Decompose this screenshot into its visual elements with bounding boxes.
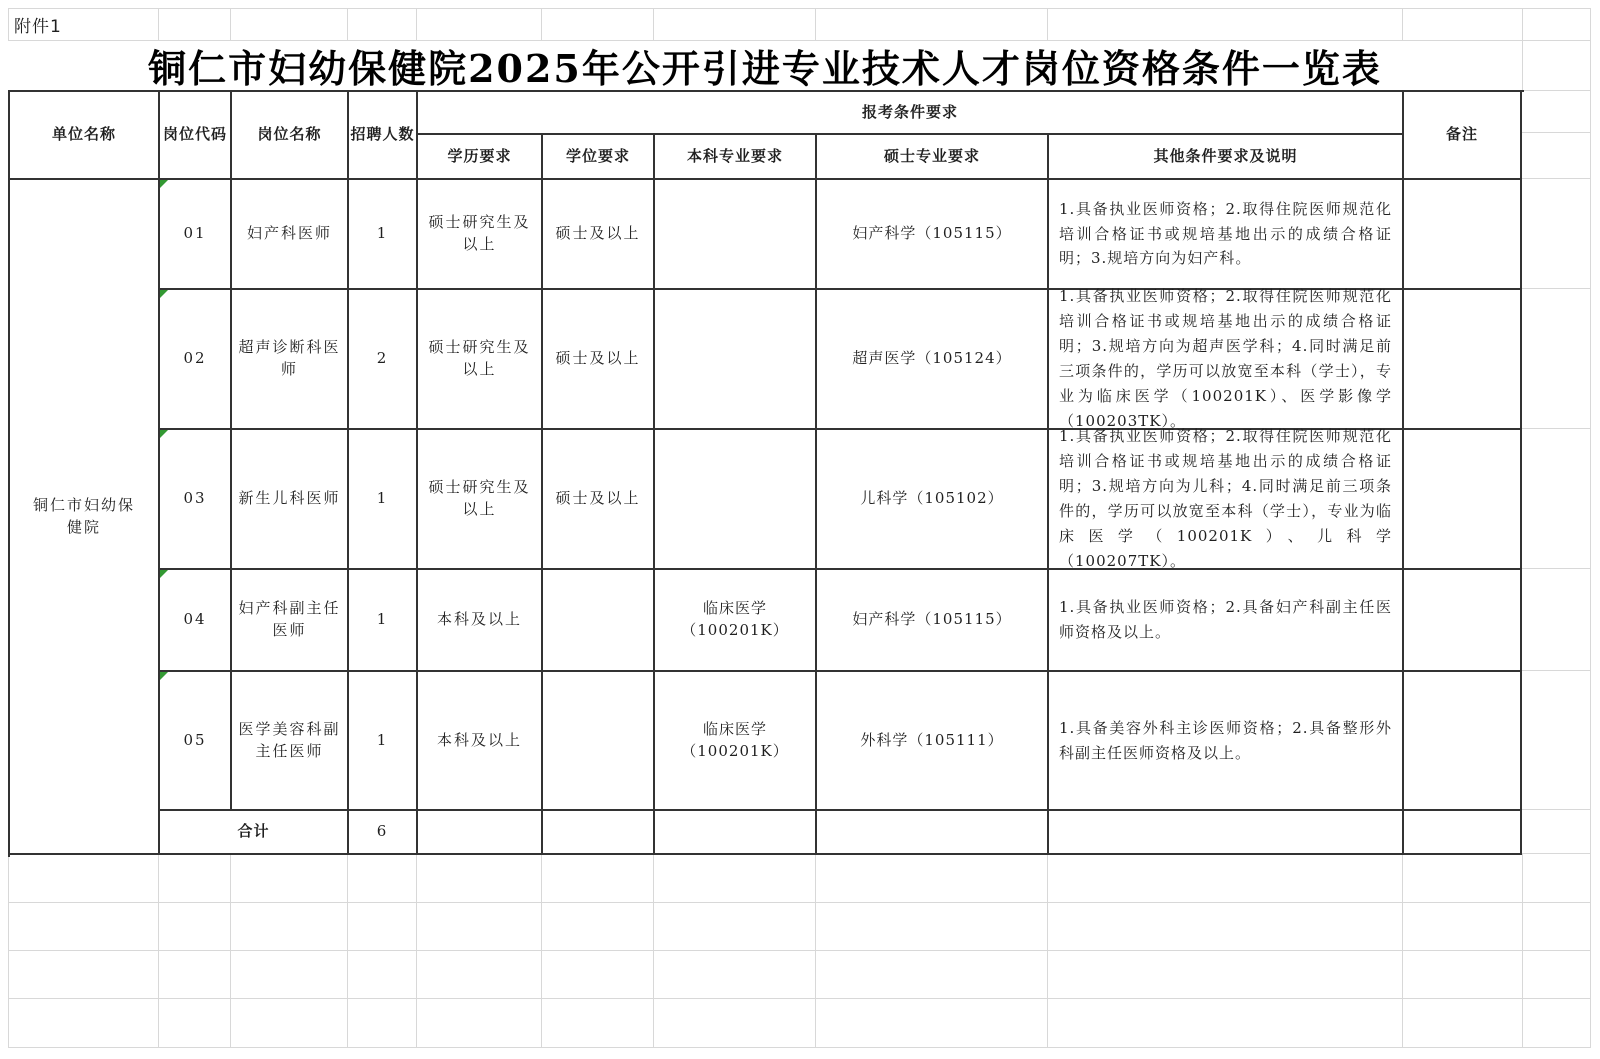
header-name: 岗位名称 xyxy=(232,92,349,180)
row2-remark-cell xyxy=(1404,290,1522,430)
header-other-conditions: 其他条件要求及说明 xyxy=(1049,135,1404,180)
unit-name-cell: 铜仁市妇幼保健院 xyxy=(10,180,160,855)
row3-education-cell: 硕士研究生及以上 xyxy=(418,430,543,570)
attachment-label: 附件1 xyxy=(14,16,62,37)
row5-count-cell: 1 xyxy=(349,672,418,811)
row1-degree-cell: 硕士及以上 xyxy=(543,180,655,290)
gridline xyxy=(1522,40,1523,90)
row2-master-cell: 超声医学（105124） xyxy=(817,290,1049,430)
gridline xyxy=(1047,8,1048,40)
total-count-cell: 6 xyxy=(349,811,418,855)
row2-degree-cell: 硕士及以上 xyxy=(543,290,655,430)
row2-other-cell: 1.具备执业医师资格；2.取得住院医师规范化培训合格证书或规培基地出示的成绩合格证明；3.规培方向为超声医学科；4.同时满足前三项条件的，学历可以放宽至本科（学士），专业为临床医学（100201K）、医学影像学（100203TK）。 xyxy=(1049,290,1404,430)
total-master-cell xyxy=(817,811,1049,855)
total-other-cell xyxy=(1049,811,1404,855)
row3-degree-cell: 硕士及以上 xyxy=(543,430,655,570)
gridline xyxy=(347,8,348,40)
row2-count-cell: 2 xyxy=(349,290,418,430)
row5-name-cell: 医学美容科副主任医师 xyxy=(232,672,349,811)
row1-master-cell: 妇产科学（105115） xyxy=(817,180,1049,290)
gridline xyxy=(1590,90,1591,853)
gridline xyxy=(230,8,231,40)
gridline xyxy=(8,8,9,40)
row5-code-cell: 05 xyxy=(160,672,232,811)
row3-remark-cell xyxy=(1404,430,1522,570)
error-triangle-icon xyxy=(160,570,168,578)
error-triangle-icon xyxy=(160,672,168,680)
gridline xyxy=(815,8,816,40)
row5-bachelor-cell: 临床医学（100201K） xyxy=(655,672,817,811)
gridline xyxy=(1590,8,1591,40)
gridline xyxy=(653,8,654,40)
gridline xyxy=(8,950,1591,951)
row4-count-cell: 1 xyxy=(349,570,418,672)
row5-master-cell: 外科学（105111） xyxy=(817,672,1049,811)
gridline xyxy=(1522,809,1591,810)
gridline xyxy=(8,998,1591,999)
total-label-cell: 合计 xyxy=(160,811,349,855)
row4-bachelor-cell: 临床医学（100201K） xyxy=(655,570,817,672)
row5-degree-cell xyxy=(543,672,655,811)
sheet-title: 铜仁市妇幼保健院2025年公开引进专业技术人才岗位资格条件一览表 xyxy=(148,45,1382,91)
header-degree: 学位要求 xyxy=(543,135,655,180)
row4-education-cell: 本科及以上 xyxy=(418,570,543,672)
row1-code-cell: 01 xyxy=(160,180,232,290)
row2-bachelor-cell xyxy=(655,290,817,430)
positions-table xyxy=(8,90,1524,857)
row3-other-cell: 1.具备执业医师资格；2.取得住院医师规范化培训合格证书或规培基地出示的成绩合格证明；3.规培方向为儿科；4.同时满足前三项条件的，学历可以放宽至本科（学士），专业为临床医学（100201K）、儿科学（100207TK）。 xyxy=(1049,430,1404,570)
error-triangle-icon xyxy=(160,180,168,188)
row2-name-cell: 超声诊断科医师 xyxy=(232,290,349,430)
total-remark-cell xyxy=(1404,811,1522,855)
row5-remark-cell xyxy=(1404,672,1522,811)
gridline xyxy=(1522,132,1591,133)
gridline xyxy=(1522,288,1591,289)
row3-bachelor-cell xyxy=(655,430,817,570)
gridline xyxy=(1522,853,1591,854)
gridline xyxy=(1590,40,1591,90)
gridline xyxy=(416,8,417,40)
row5-education-cell: 本科及以上 xyxy=(418,672,543,811)
header-education: 学历要求 xyxy=(418,135,543,180)
row3-code-cell: 03 xyxy=(160,430,232,570)
row2-education-cell: 硕士研究生及以上 xyxy=(418,290,543,430)
gridline xyxy=(1402,8,1403,40)
gridline xyxy=(8,40,1591,41)
row1-education-cell: 硕士研究生及以上 xyxy=(418,180,543,290)
gridline xyxy=(158,8,159,40)
row1-count-cell: 1 xyxy=(349,180,418,290)
gridline xyxy=(8,902,1591,903)
error-triangle-icon xyxy=(160,430,168,438)
row4-remark-cell xyxy=(1404,570,1522,672)
gridline xyxy=(1522,8,1523,40)
total-degree-cell xyxy=(543,811,655,855)
header-master-major: 硕士专业要求 xyxy=(817,135,1049,180)
row3-name-cell: 新生儿科医师 xyxy=(232,430,349,570)
row4-master-cell: 妇产科学（105115） xyxy=(817,570,1049,672)
gridline xyxy=(1522,568,1591,569)
gridline xyxy=(1522,178,1591,179)
header-conditions-group: 报考条件要求 xyxy=(418,92,1404,135)
row1-name-cell: 妇产科医师 xyxy=(232,180,349,290)
row4-degree-cell xyxy=(543,570,655,672)
header-bachelor-major: 本科专业要求 xyxy=(655,135,817,180)
gridline xyxy=(541,8,542,40)
row1-remark-cell xyxy=(1404,180,1522,290)
row1-bachelor-cell xyxy=(655,180,817,290)
row4-name-cell: 妇产科副主任医师 xyxy=(232,570,349,672)
row4-code-cell: 04 xyxy=(160,570,232,672)
header-unit: 单位名称 xyxy=(10,92,160,180)
gridline xyxy=(1522,90,1591,91)
gridline xyxy=(1522,670,1591,671)
gridline xyxy=(1522,428,1591,429)
row1-other-cell: 1.具备执业医师资格；2.取得住院医师规范化培训合格证书或规培基地出示的成绩合格证明；3.规培方向为妇产科。 xyxy=(1049,180,1404,290)
header-code: 岗位代码 xyxy=(160,92,232,180)
row3-master-cell: 儿科学（105102） xyxy=(817,430,1049,570)
total-bachelor-cell xyxy=(655,811,817,855)
total-education-cell xyxy=(418,811,543,855)
header-count: 招聘人数 xyxy=(349,92,418,180)
row4-other-cell: 1.具备执业医师资格；2.具备妇产科副主任医师资格及以上。 xyxy=(1049,570,1404,672)
gridline xyxy=(8,8,1591,9)
gridline xyxy=(8,1047,1591,1048)
header-remark: 备注 xyxy=(1404,92,1522,180)
error-triangle-icon xyxy=(160,290,168,298)
row2-code-cell: 02 xyxy=(160,290,232,430)
row5-other-cell: 1.具备美容外科主诊医师资格；2.具备整形外科副主任医师资格及以上。 xyxy=(1049,672,1404,811)
row3-count-cell: 1 xyxy=(349,430,418,570)
